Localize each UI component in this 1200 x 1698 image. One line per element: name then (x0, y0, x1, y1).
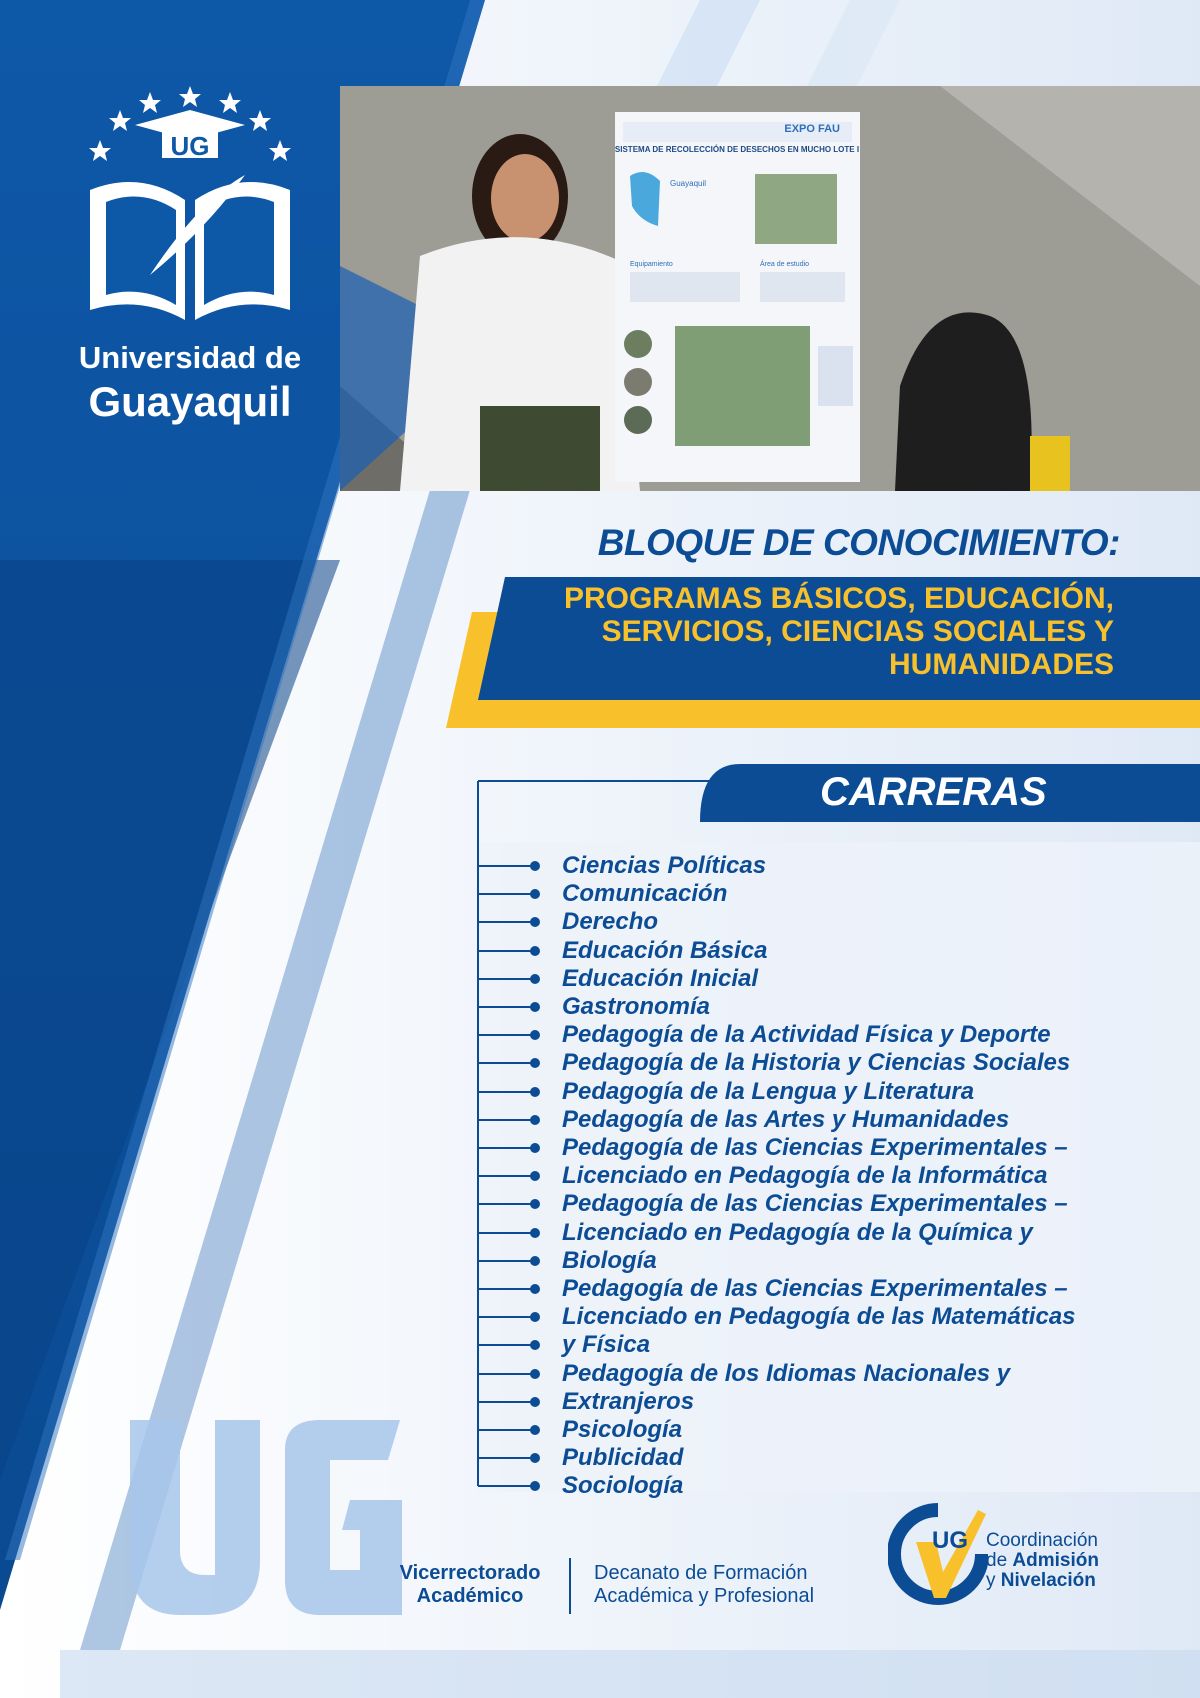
bullet-dot-icon (530, 1340, 540, 1350)
career-item (478, 852, 1118, 880)
career-name: Educación Básica (562, 936, 768, 964)
vice-line: Vicerrectorado (399, 1562, 541, 1584)
coord-bold: Admisión (1012, 1550, 1099, 1571)
careers-heading: CARRERAS (820, 770, 1047, 814)
timeline-connector (478, 1034, 532, 1036)
coordination-logo-icon (888, 1502, 988, 1606)
career-list (478, 852, 1118, 1501)
coord-line (986, 1571, 1099, 1591)
timeline-connector (478, 1288, 532, 1290)
career-name: Biología (562, 1246, 657, 1274)
bullet-dot-icon (530, 1425, 540, 1435)
timeline-connector (478, 1147, 532, 1149)
coordination-label (986, 1531, 1099, 1591)
timeline-connector (478, 1457, 532, 1459)
block-subtitle-line: PROGRAMAS BÁSICOS, EDUCACIÓN, (563, 582, 1114, 615)
timeline-connector (478, 1119, 532, 1121)
career-name: Pedagogía de los Idiomas Nacionales y (562, 1359, 1011, 1387)
career-name: Sociología (562, 1472, 684, 1500)
bullet-dot-icon (530, 1284, 540, 1294)
timeline-connector (478, 1203, 532, 1205)
university-name-line1: Universidad de (78, 340, 302, 375)
timeline-connector (478, 1260, 532, 1262)
timeline-connector (478, 1373, 532, 1375)
timeline-connector (478, 1485, 532, 1487)
career-item (478, 1134, 1118, 1190)
ug-watermark-logo (120, 1410, 410, 1620)
poster-section-right: Área de estudio (760, 261, 810, 268)
bullet-dot-icon (530, 917, 540, 927)
career-item (478, 1472, 1118, 1500)
coord-line (986, 1551, 1099, 1571)
career-item (478, 993, 1118, 1021)
university-logo (80, 80, 300, 340)
coord-line: Coordinación (986, 1530, 1098, 1551)
career-name: Pedagogía de las Ciencias Experimentales – (562, 1190, 1068, 1218)
career-name: Gastronomía (562, 993, 711, 1021)
timeline-connector (478, 1316, 532, 1318)
poster-title: SISTEMA DE RECOLECCIÓN DE DESECHOS EN MUCHO LOTE I (614, 145, 860, 154)
career-name: y Física (562, 1331, 651, 1359)
bullet-dot-icon (530, 861, 540, 871)
bullet-dot-icon (530, 1115, 540, 1125)
career-name: Psicología (562, 1416, 683, 1444)
career-name: Licenciado en Pedagogía de la Informática (562, 1162, 1048, 1190)
decanato-label (594, 1562, 814, 1608)
bullet-dot-icon (530, 1312, 540, 1322)
career-name: Extranjeros (562, 1387, 695, 1415)
timeline-connector (478, 1091, 532, 1093)
bullet-dot-icon (530, 889, 540, 899)
career-name: Pedagogía de la Historia y Ciencias Sociales (562, 1049, 1071, 1077)
timeline-connector (478, 921, 532, 923)
career-item (478, 880, 1118, 908)
bullet-dot-icon (530, 1256, 540, 1266)
coordination-logo-letters: UG (932, 1527, 968, 1554)
career-item (478, 1049, 1118, 1077)
career-item (478, 1444, 1118, 1472)
vice-line: Académico (416, 1585, 524, 1607)
svg-text:UG: UG (170, 131, 210, 161)
career-name: Comunicación (562, 880, 728, 908)
decanato-line: Académica y Profesional (594, 1585, 815, 1607)
block-subtitle-line: HUMANIDADES (889, 648, 1114, 681)
coord-prefix: y (986, 1570, 1001, 1591)
block-subtitle-line: SERVICIOS, CIENCIAS SOCIALES Y (601, 615, 1114, 648)
bullet-dot-icon (530, 1002, 540, 1012)
bullet-dot-icon (530, 1228, 540, 1238)
bullet-dot-icon (530, 1369, 540, 1379)
career-name: Pedagogía de la Actividad Física y Deporte (562, 1021, 1051, 1049)
hero-photo (340, 86, 1200, 491)
timeline-connector (478, 1062, 532, 1064)
career-name: Derecho (562, 908, 659, 936)
career-item (478, 1078, 1118, 1106)
career-item (478, 908, 1118, 936)
career-item (478, 965, 1118, 993)
bullet-dot-icon (530, 1058, 540, 1068)
career-item (478, 1106, 1118, 1134)
career-item (478, 937, 1118, 965)
career-name: Licenciado en Pedagogía de las Matemáticas (562, 1303, 1076, 1331)
bullet-dot-icon (530, 1087, 540, 1097)
career-name: Ciencias Políticas (562, 852, 767, 879)
bullet-dot-icon (530, 1481, 540, 1491)
timeline-connector (478, 1006, 532, 1008)
poster-city: Guayaquil (670, 179, 707, 188)
decanato-line: Decanato de Formación (594, 1562, 808, 1584)
poster-badge: EXPO FAU (784, 123, 840, 135)
coord-prefix: de (986, 1550, 1013, 1571)
career-item (478, 1416, 1118, 1444)
bullet-dot-icon (530, 1143, 540, 1153)
university-name-line2: Guayaquil (88, 378, 292, 425)
career-item (478, 1360, 1118, 1416)
career-name: Pedagogía de las Ciencias Experimentales – (562, 1275, 1068, 1303)
student-with-poster-image (340, 86, 1200, 491)
bullet-dot-icon (530, 1397, 540, 1407)
timeline-connector (478, 1344, 532, 1346)
bullet-dot-icon (530, 1030, 540, 1040)
career-name: Publicidad (562, 1444, 684, 1472)
career-item (478, 1275, 1118, 1360)
block-title: BLOQUE DE CONOCIMIENTO: (597, 522, 1120, 563)
bullet-dot-icon (530, 946, 540, 956)
career-name: Licenciado en Pedagogía de la Química y (562, 1218, 1033, 1246)
bullet-dot-icon (530, 1171, 540, 1181)
poster-section-left: Equipamiento (630, 261, 673, 268)
timeline-connector (478, 1429, 532, 1431)
open-book-icon (80, 80, 300, 340)
footer-divider (569, 1558, 571, 1614)
career-item (478, 1190, 1118, 1275)
bullet-dot-icon (530, 974, 540, 984)
vicerrectorado-label (390, 1562, 550, 1608)
timeline-connector (478, 1232, 532, 1234)
timeline-connector (478, 950, 532, 952)
career-name: Pedagogía de las Ciencias Experimentales – (562, 1134, 1068, 1162)
career-name: Educación Inicial (562, 964, 759, 992)
career-name: Pedagogía de las Artes y Humanidades (562, 1105, 1010, 1133)
career-item (478, 1021, 1118, 1049)
timeline-connector (478, 978, 532, 980)
timeline-connector (478, 1175, 532, 1177)
bullet-dot-icon (530, 1453, 540, 1463)
coord-bold: Nivelación (1000, 1570, 1096, 1591)
block-subtitle (474, 582, 1114, 681)
bullet-dot-icon (530, 1199, 540, 1209)
timeline-connector (478, 865, 532, 867)
timeline-connector (478, 1401, 532, 1403)
career-name: Pedagogía de la Lengua y Literatura (562, 1077, 975, 1105)
timeline-connector (478, 893, 532, 895)
